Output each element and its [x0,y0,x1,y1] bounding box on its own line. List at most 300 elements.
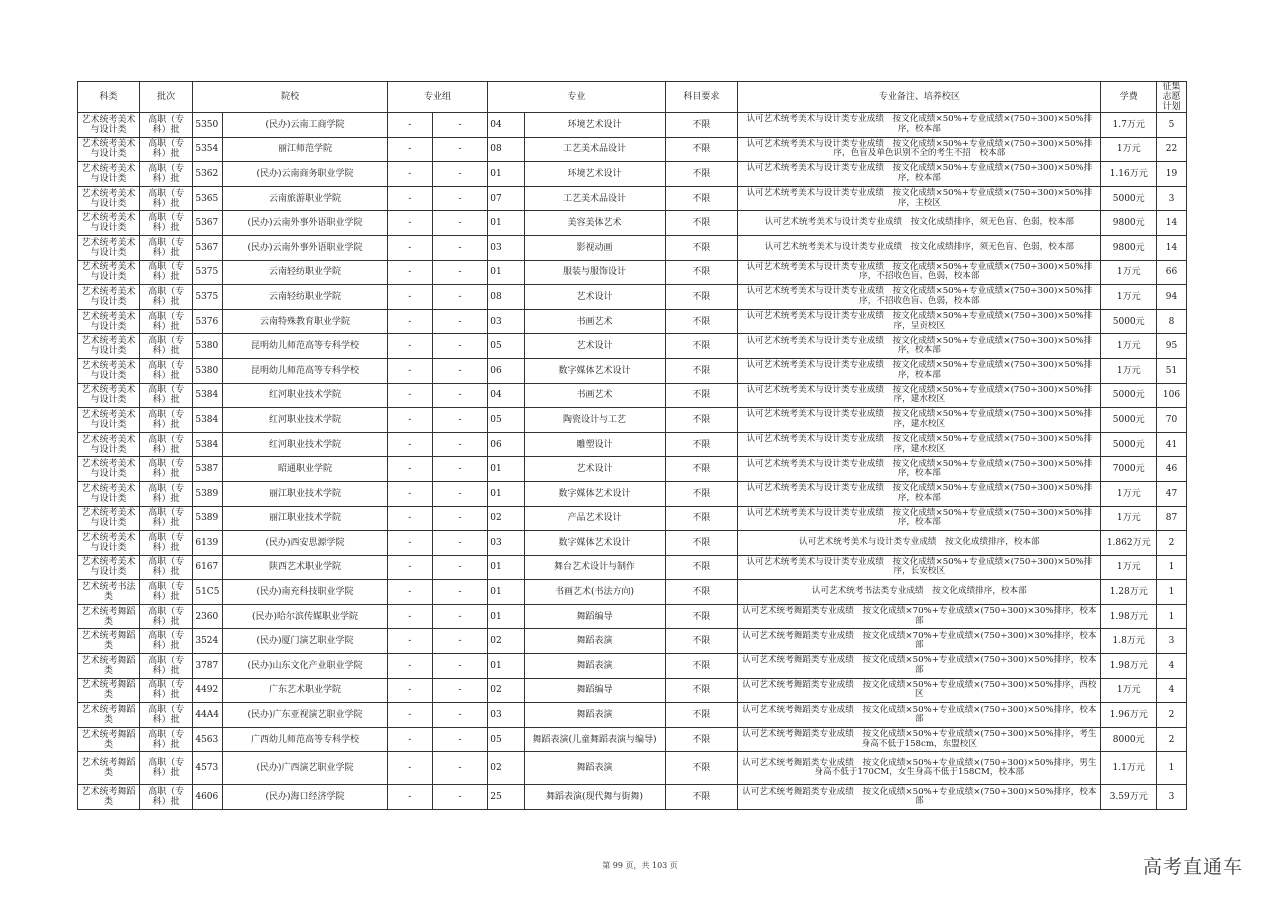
cell-group-code: - [387,113,432,138]
cell-plan: 2 [1156,727,1186,752]
table-row [78,629,1187,654]
table-row [78,727,1187,752]
cell-group-name: - [432,703,488,728]
cell-major-name: 舞蹈编导 [524,678,665,703]
cell-batch: 高职（专科）批 [139,629,192,654]
cell-school-code: 5367 [193,211,223,236]
table-row [78,334,1187,359]
cell-major-name: 数字媒体艺术设计 [524,358,665,383]
cell-category: 艺术统考美术与设计类 [78,285,140,310]
cell-note: 认可艺术统考美术与设计类专业成绩 按文化成绩×50%+专业成绩×(750÷300)×50%排序，校本部 [738,113,1101,138]
header-group: 专业组 [387,82,487,113]
cell-group-name: - [432,285,488,310]
cell-plan: 66 [1156,260,1186,285]
cell-plan: 87 [1156,506,1186,531]
cell-fee: 1.7万元 [1101,113,1157,138]
cell-major-name: 书画艺术(书法方向) [524,580,665,605]
cell-fee: 1万元 [1101,678,1157,703]
table-row [78,785,1187,810]
cell-fee: 5000元 [1101,383,1157,408]
cell-batch: 高职（专科）批 [139,481,192,506]
cell-group-code: - [387,457,432,482]
cell-batch: 高职（专科）批 [139,113,192,138]
cell-category: 艺术统考舞蹈类 [78,629,140,654]
cell-major-name: 艺术设计 [524,457,665,482]
cell-note: 认可艺术统考美术与设计类专业成绩 按文化成绩×50%+专业成绩×(750÷300)×50%排序，校本部 [738,358,1101,383]
cell-school-code: 3524 [193,629,223,654]
cell-subject: 不限 [665,752,738,785]
cell-subject: 不限 [665,408,738,433]
header-note: 专业备注、培养校区 [738,82,1101,113]
cell-group-code: - [387,285,432,310]
cell-school-name: 广西幼儿师范高等专科学校 [223,727,388,752]
cell-fee: 3.59万元 [1101,785,1157,810]
cell-group-name: - [432,235,488,260]
cell-subject: 不限 [665,309,738,334]
cell-subject: 不限 [665,358,738,383]
cell-school-code: 5384 [193,432,223,457]
header-batch: 批次 [139,82,192,113]
cell-group-name: - [432,383,488,408]
cell-school-name: 昆明幼儿师范高等专科学校 [223,334,388,359]
cell-major-code: 02 [488,752,524,785]
table-row [78,235,1187,260]
cell-category: 艺术统考美术与设计类 [78,408,140,433]
cell-major-name: 艺术设计 [524,334,665,359]
table-row [78,383,1187,408]
cell-school-name: (民办)云南外事外语职业学院 [223,235,388,260]
cell-major-code: 01 [488,654,524,679]
cell-major-code: 03 [488,703,524,728]
cell-plan: 2 [1156,703,1186,728]
cell-school-code: 5384 [193,408,223,433]
cell-plan: 14 [1156,211,1186,236]
header-plan: 征集志愿计划 [1156,82,1186,113]
cell-category: 艺术统考美术与设计类 [78,211,140,236]
cell-group-code: - [387,580,432,605]
cell-subject: 不限 [665,785,738,810]
cell-note: 认可艺术统考书法类专业成绩 按文化成绩排序，校本部 [738,580,1101,605]
cell-fee: 1万元 [1101,285,1157,310]
cell-fee: 9800元 [1101,211,1157,236]
cell-subject: 不限 [665,285,738,310]
cell-group-code: - [387,235,432,260]
cell-major-name: 工艺美术品设计 [524,137,665,162]
cell-category: 艺术统考舞蹈类 [78,654,140,679]
cell-category: 艺术统考美术与设计类 [78,457,140,482]
table-row [78,358,1187,383]
cell-subject: 不限 [665,727,738,752]
cell-school-code: 6139 [193,531,223,556]
cell-batch: 高职（专科）批 [139,186,192,211]
cell-plan: 19 [1156,162,1186,187]
cell-category: 艺术统考舞蹈类 [78,703,140,728]
cell-group-code: - [387,604,432,629]
cell-group-name: - [432,727,488,752]
cell-school-name: 丽江职业技术学院 [223,481,388,506]
cell-major-code: 06 [488,358,524,383]
cell-fee: 1.98万元 [1101,604,1157,629]
cell-major-name: 数字媒体艺术设计 [524,481,665,506]
cell-note: 认可艺术统考美术与设计类专业成绩 按文化成绩×50%+专业成绩×(750÷300)×50%排序，不招收色盲、色弱，校本部 [738,285,1101,310]
cell-group-code: - [387,555,432,580]
cell-school-code: 5380 [193,334,223,359]
cell-major-name: 环境艺术设计 [524,162,665,187]
cell-fee: 1万元 [1101,555,1157,580]
cell-note: 认可艺术统考美术与设计类专业成绩 按文化成绩×50%+专业成绩×(750÷300)×50%排序，校本部 [738,162,1101,187]
cell-plan: 46 [1156,457,1186,482]
cell-major-code: 03 [488,235,524,260]
cell-major-name: 美容美体艺术 [524,211,665,236]
cell-school-code: 51C5 [193,580,223,605]
cell-fee: 1万元 [1101,481,1157,506]
cell-plan: 4 [1156,678,1186,703]
cell-group-name: - [432,408,488,433]
cell-major-code: 04 [488,113,524,138]
cell-fee: 1.16万元 [1101,162,1157,187]
cell-category: 艺术统考舞蹈类 [78,604,140,629]
table-row [78,654,1187,679]
cell-major-code: 08 [488,285,524,310]
cell-group-code: - [387,629,432,654]
cell-batch: 高职（专科）批 [139,752,192,785]
cell-group-code: - [387,162,432,187]
cell-note: 认可艺术统考美术与设计类专业成绩 按文化成绩×50%+专业成绩×(750÷300)×50%排序，呈贡校区 [738,309,1101,334]
cell-major-code: 05 [488,408,524,433]
cell-subject: 不限 [665,555,738,580]
cell-note: 认可艺术统考美术与设计类专业成绩 按文化成绩排序，须无色盲、色弱，校本部 [738,211,1101,236]
cell-note: 认可艺术统考美术与设计类专业成绩 按文化成绩×50%+专业成绩×(750÷300)×50%排序，长安校区 [738,555,1101,580]
cell-fee: 7000元 [1101,457,1157,482]
cell-major-name: 工艺美术品设计 [524,186,665,211]
table-row [78,481,1187,506]
cell-plan: 22 [1156,137,1186,162]
cell-group-code: - [387,260,432,285]
cell-school-code: 5365 [193,186,223,211]
cell-school-name: (民办)西安思源学院 [223,531,388,556]
cell-group-name: - [432,531,488,556]
cell-plan: 3 [1156,629,1186,654]
cell-major-code: 06 [488,432,524,457]
cell-plan: 1 [1156,580,1186,605]
cell-group-code: - [387,334,432,359]
cell-subject: 不限 [665,604,738,629]
cell-major-name: 舞蹈表演 [524,629,665,654]
header-major: 专业 [488,82,665,113]
cell-group-code: - [387,383,432,408]
cell-category: 艺术统考美术与设计类 [78,260,140,285]
cell-group-code: - [387,531,432,556]
cell-subject: 不限 [665,432,738,457]
cell-group-name: - [432,580,488,605]
header-row [78,82,1187,113]
cell-group-code: - [387,678,432,703]
table-row [78,531,1187,556]
cell-plan: 8 [1156,309,1186,334]
cell-batch: 高职（专科）批 [139,162,192,187]
cell-group-name: - [432,113,488,138]
cell-batch: 高职（专科）批 [139,678,192,703]
cell-plan: 14 [1156,235,1186,260]
cell-major-code: 01 [488,211,524,236]
page-footer: 第 99 页，共 103 页 [602,861,678,870]
header-category: 科类 [78,82,140,113]
cell-major-code: 07 [488,186,524,211]
cell-group-code: - [387,358,432,383]
table-row [78,408,1187,433]
cell-school-code: 5376 [193,309,223,334]
cell-major-name: 舞蹈表演 [524,703,665,728]
cell-plan: 47 [1156,481,1186,506]
cell-group-code: - [387,408,432,433]
cell-group-code: - [387,752,432,785]
table-row [78,211,1187,236]
cell-school-name: (民办)哈尔滨传媒职业学院 [223,604,388,629]
cell-group-name: - [432,506,488,531]
cell-major-name: 数字媒体艺术设计 [524,531,665,556]
cell-school-name: 云南轻纺职业学院 [223,260,388,285]
cell-major-name: 书画艺术 [524,383,665,408]
cell-major-code: 05 [488,334,524,359]
cell-batch: 高职（专科）批 [139,408,192,433]
table-row [78,555,1187,580]
table-row [78,113,1187,138]
cell-major-code: 01 [488,162,524,187]
cell-category: 艺术统考美术与设计类 [78,186,140,211]
table-row [78,432,1187,457]
cell-category: 艺术统考书法类 [78,580,140,605]
cell-note: 认可艺术统考舞蹈类专业成绩 按文化成绩×50%+专业成绩×(750÷300)×50%排序，西校区 [738,678,1101,703]
cell-category: 艺术统考美术与设计类 [78,432,140,457]
cell-subject: 不限 [665,678,738,703]
cell-plan: 1 [1156,604,1186,629]
cell-group-name: - [432,186,488,211]
cell-batch: 高职（专科）批 [139,432,192,457]
cell-batch: 高职（专科）批 [139,555,192,580]
cell-school-name: 陕西艺术职业学院 [223,555,388,580]
cell-group-code: - [387,309,432,334]
cell-school-code: 5362 [193,162,223,187]
cell-subject: 不限 [665,186,738,211]
cell-subject: 不限 [665,235,738,260]
cell-plan: 4 [1156,654,1186,679]
cell-subject: 不限 [665,137,738,162]
cell-subject: 不限 [665,162,738,187]
cell-school-name: (民办)云南商务职业学院 [223,162,388,187]
cell-school-name: (民办)广东亚视演艺职业学院 [223,703,388,728]
cell-major-code: 02 [488,506,524,531]
cell-category: 艺术统考美术与设计类 [78,334,140,359]
cell-note: 认可艺术统考美术与设计类专业成绩 按文化成绩排序，校本部 [738,531,1101,556]
table-row [78,260,1187,285]
cell-plan: 3 [1156,785,1186,810]
cell-category: 艺术统考舞蹈类 [78,678,140,703]
header-school: 院校 [193,82,387,113]
cell-category: 艺术统考美术与设计类 [78,531,140,556]
cell-fee: 5000元 [1101,408,1157,433]
cell-group-name: - [432,752,488,785]
cell-subject: 不限 [665,506,738,531]
cell-major-name: 舞台艺术设计与制作 [524,555,665,580]
cell-group-code: - [387,481,432,506]
cell-group-code: - [387,137,432,162]
cell-batch: 高职（专科）批 [139,580,192,605]
cell-category: 艺术统考舞蹈类 [78,785,140,810]
cell-major-name: 书画艺术 [524,309,665,334]
cell-batch: 高职（专科）批 [139,531,192,556]
cell-school-name: 丽江师范学院 [223,137,388,162]
cell-major-code: 01 [488,555,524,580]
cell-major-code: 02 [488,678,524,703]
cell-category: 艺术统考美术与设计类 [78,235,140,260]
cell-plan: 106 [1156,383,1186,408]
cell-group-name: - [432,432,488,457]
cell-school-code: 5367 [193,235,223,260]
cell-category: 艺术统考美术与设计类 [78,383,140,408]
cell-note: 认可艺术统考舞蹈类专业成绩 按文化成绩×70%+专业成绩×(750÷300)×30%排序，校本部 [738,629,1101,654]
cell-fee: 1万元 [1101,358,1157,383]
cell-group-code: - [387,727,432,752]
cell-school-name: (民办)山东文化产业职业学院 [223,654,388,679]
cell-group-name: - [432,604,488,629]
cell-fee: 1万元 [1101,334,1157,359]
cell-batch: 高职（专科）批 [139,785,192,810]
cell-school-name: 广东艺术职业学院 [223,678,388,703]
cell-major-name: 服装与服饰设计 [524,260,665,285]
cell-category: 艺术统考舞蹈类 [78,727,140,752]
cell-fee: 1.96万元 [1101,703,1157,728]
cell-fee: 5000元 [1101,432,1157,457]
cell-school-code: 5387 [193,457,223,482]
cell-group-name: - [432,457,488,482]
table-row [78,137,1187,162]
cell-note: 认可艺术统考美术与设计类专业成绩 按文化成绩×50%+专业成绩×(750÷300)×50%排序，建水校区 [738,383,1101,408]
cell-major-name: 舞蹈表演 [524,654,665,679]
cell-batch: 高职（专科）批 [139,358,192,383]
cell-subject: 不限 [665,211,738,236]
cell-fee: 8000元 [1101,727,1157,752]
cell-note: 认可艺术统考美术与设计类专业成绩 按文化成绩×50%+专业成绩×(750÷300)×50%排序，主校区 [738,186,1101,211]
cell-major-code: 03 [488,309,524,334]
cell-major-code: 01 [488,457,524,482]
cell-plan: 94 [1156,285,1186,310]
cell-plan: 3 [1156,186,1186,211]
cell-category: 艺术统考美术与设计类 [78,309,140,334]
cell-group-name: - [432,162,488,187]
cell-group-code: - [387,785,432,810]
cell-fee: 1.8万元 [1101,629,1157,654]
cell-school-code: 5380 [193,358,223,383]
cell-note: 认可艺术统考美术与设计类专业成绩 按文化成绩×50%+专业成绩×(750÷300)×50%排序，不招收色盲、色弱，校本部 [738,260,1101,285]
cell-plan: 41 [1156,432,1186,457]
cell-category: 艺术统考美术与设计类 [78,555,140,580]
cell-school-code: 2360 [193,604,223,629]
cell-batch: 高职（专科）批 [139,137,192,162]
cell-category: 艺术统考美术与设计类 [78,481,140,506]
cell-major-name: 陶瓷设计与工艺 [524,408,665,433]
cell-batch: 高职（专科）批 [139,604,192,629]
cell-major-name: 影视动画 [524,235,665,260]
cell-group-name: - [432,358,488,383]
table-row [78,752,1187,785]
cell-group-name: - [432,481,488,506]
cell-note: 认可艺术统考美术与设计类专业成绩 按文化成绩×50%+专业成绩×(750÷300)×50%排序，色盲及单色识别不全的考生不招 校本部 [738,137,1101,162]
table-row [78,580,1187,605]
cell-batch: 高职（专科）批 [139,309,192,334]
cell-group-name: - [432,785,488,810]
cell-fee: 1.98万元 [1101,654,1157,679]
cell-group-code: - [387,506,432,531]
cell-subject: 不限 [665,654,738,679]
cell-fee: 5000元 [1101,309,1157,334]
cell-group-code: - [387,211,432,236]
cell-batch: 高职（专科）批 [139,334,192,359]
cell-school-name: 红河职业技术学院 [223,432,388,457]
cell-major-code: 25 [488,785,524,810]
cell-batch: 高职（专科）批 [139,235,192,260]
brand-watermark: 高考直通车 [1143,856,1244,878]
admission-table [77,81,1187,810]
cell-major-code: 01 [488,260,524,285]
cell-subject: 不限 [665,531,738,556]
cell-major-code: 03 [488,531,524,556]
cell-fee: 1万元 [1101,260,1157,285]
cell-subject: 不限 [665,383,738,408]
cell-note: 认可艺术统考舞蹈类专业成绩 按文化成绩×50%+专业成绩×(750÷300)×50%排序，校本部 [738,703,1101,728]
cell-school-code: 4606 [193,785,223,810]
cell-major-name: 雕塑设计 [524,432,665,457]
cell-note: 认可艺术统考美术与设计类专业成绩 按文化成绩×50%+专业成绩×(750÷300)×50%排序，建水校区 [738,432,1101,457]
cell-fee: 1万元 [1101,137,1157,162]
cell-subject: 不限 [665,703,738,728]
cell-subject: 不限 [665,334,738,359]
cell-note: 认可艺术统考美术与设计类专业成绩 按文化成绩×50%+专业成绩×(750÷300)×50%排序，校本部 [738,506,1101,531]
cell-school-name: 昆明幼儿师范高等专科学校 [223,358,388,383]
cell-note: 认可艺术统考美术与设计类专业成绩 按文化成绩×50%+专业成绩×(750÷300)×50%排序，校本部 [738,334,1101,359]
cell-school-name: 红河职业技术学院 [223,383,388,408]
table-row [78,678,1187,703]
cell-school-name: 昭通职业学院 [223,457,388,482]
cell-subject: 不限 [665,260,738,285]
cell-major-code: 04 [488,383,524,408]
cell-major-code: 08 [488,137,524,162]
cell-school-name: (民办)云南工商学院 [223,113,388,138]
table-row [78,604,1187,629]
table-row [78,309,1187,334]
cell-school-name: 丽江职业技术学院 [223,506,388,531]
cell-group-name: - [432,334,488,359]
cell-plan: 1 [1156,752,1186,785]
cell-plan: 2 [1156,531,1186,556]
cell-school-name: (民办)厦门演艺职业学院 [223,629,388,654]
cell-school-name: 云南旅游职业学院 [223,186,388,211]
cell-school-name: (民办)云南外事外语职业学院 [223,211,388,236]
cell-group-name: - [432,137,488,162]
table-row [78,506,1187,531]
cell-category: 艺术统考美术与设计类 [78,113,140,138]
cell-fee: 9800元 [1101,235,1157,260]
cell-batch: 高职（专科）批 [139,703,192,728]
table-row [78,162,1187,187]
header-subject: 科目要求 [665,82,738,113]
cell-batch: 高职（专科）批 [139,211,192,236]
cell-school-code: 3787 [193,654,223,679]
cell-school-code: 4563 [193,727,223,752]
cell-major-name: 环境艺术设计 [524,113,665,138]
cell-major-code: 01 [488,580,524,605]
table-row [78,457,1187,482]
cell-group-code: - [387,654,432,679]
